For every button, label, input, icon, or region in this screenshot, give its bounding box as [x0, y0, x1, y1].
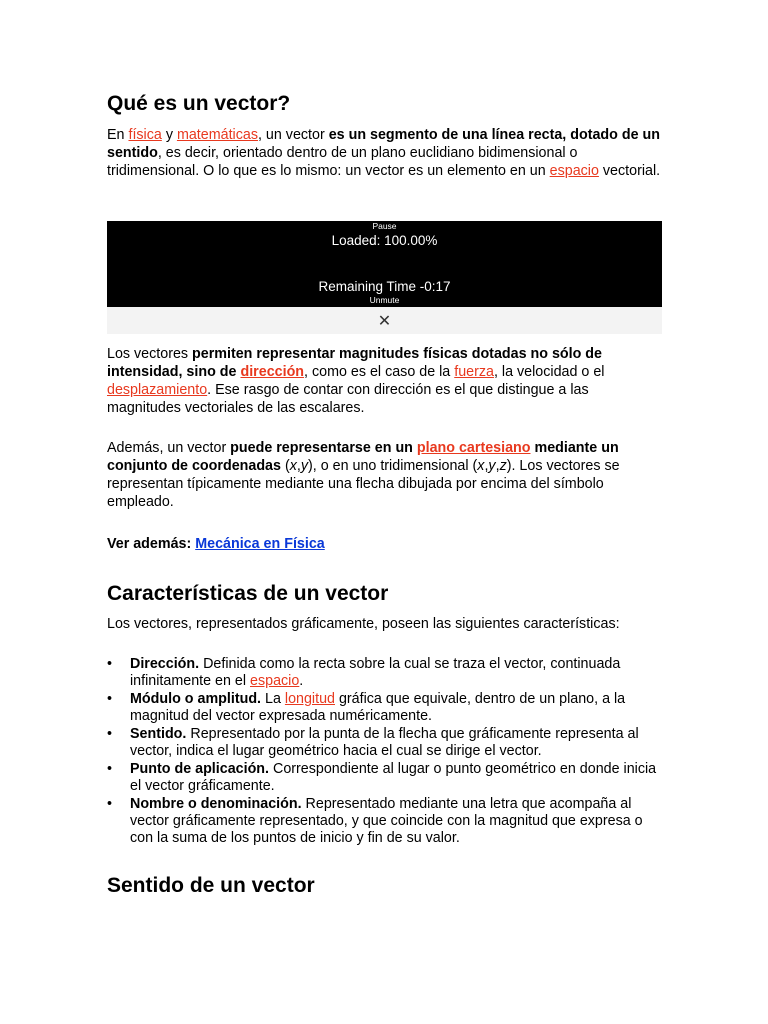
- text: En: [107, 127, 129, 143]
- item-text: La: [261, 691, 285, 707]
- heading-sentido: Sentido de un vector: [107, 874, 315, 897]
- bold-text: es un segmento de una línea recta, dotado de un sentido: [107, 127, 660, 161]
- item-text: Correspondiente al lugar o punto geométrico en donde inicia el vector gráficamente.: [130, 761, 657, 794]
- text: , la velocidad o el: [493, 364, 605, 380]
- text: Los vectores: [107, 346, 193, 362]
- video-close-bar: [107, 307, 662, 334]
- text: Además, un vector: [107, 440, 231, 456]
- see-also-label: Ver además:: [107, 536, 196, 552]
- bullet: •: [107, 691, 113, 707]
- item-text: Representado mediante una letra que acompaña al vector gráficamente representado, y que coincide con la magnitud que expresa o con la suma de los puntos de inicio y fin de su valor.: [130, 796, 643, 846]
- paragraph-magnitudes: [107, 345, 663, 417]
- link-longitud[interactable]: longitud: [284, 691, 335, 707]
- text: (: [280, 458, 290, 474]
- text: ). Los vectores se representan típicamente mediante una flecha dibujada por encima del símbolo empleado.: [107, 458, 620, 510]
- link-fisica[interactable]: física: [128, 127, 162, 143]
- item-text: Definida como la recta sobre la cual se traza el vector, continuada infinitamente en el: [130, 656, 621, 689]
- link-direccion[interactable]: dirección: [240, 364, 305, 380]
- item-text: Representado por la punta de la flecha que gráficamente representa al vector, indica el lugar geométrico hacia el cual se dirige el vector.: [130, 726, 639, 759]
- bullet: •: [107, 726, 113, 742]
- bold-text: permiten representar magnitudes físicas dotadas no sólo de intensidad, sino de: [107, 346, 602, 380]
- link-espacio[interactable]: espacio: [250, 673, 300, 689]
- text: vectorial.: [598, 163, 661, 179]
- paragraph-intro: [107, 126, 663, 180]
- text: ), o en uno tridimensional (: [308, 458, 478, 474]
- italic-var: z: [499, 458, 507, 474]
- text: ,: [495, 458, 500, 474]
- text: , es decir, orientado dentro de un plano euclidiano bidimensional o tridimensional. O lo que es lo mismo: un vector es un elemento en un: [107, 145, 578, 179]
- bullet: •: [107, 656, 113, 672]
- link-matematicas[interactable]: matemáticas: [176, 127, 258, 143]
- see-also: [107, 535, 663, 553]
- remaining-time: Remaining Time -0:17: [318, 279, 451, 294]
- list-item: [107, 761, 663, 795]
- list-item: [107, 726, 663, 760]
- paragraph-caracteristicas-intro: Los vectores, representados gráficamente, poseen las siguientes características:: [107, 616, 620, 632]
- item-title: Punto de aplicación.: [130, 761, 270, 777]
- text: , como es el caso de la: [304, 364, 455, 380]
- list-item: [107, 691, 663, 725]
- item-text: gráfica que equivale, dentro de un plano, a la magnitud del vector expresada numéricamente.: [130, 691, 626, 724]
- link-plano-cartesiano[interactable]: plano cartesiano: [416, 440, 531, 456]
- link-fuerza[interactable]: fuerza: [454, 364, 494, 380]
- italic-var: y: [488, 458, 496, 474]
- paragraph-cartesiano: [107, 439, 663, 511]
- loaded-status: Loaded: 100.00%: [331, 233, 438, 248]
- unmute-button[interactable]: Unmute: [369, 295, 400, 305]
- item-text: .: [299, 673, 304, 689]
- link-espacio[interactable]: espacio: [549, 163, 599, 179]
- italic-var: x: [477, 458, 485, 474]
- text: . Ese rasgo de contar con dirección es el que distingue a las magnitudes vectoriales de las escalares.: [107, 382, 589, 416]
- link-desplazamiento[interactable]: desplazamiento: [107, 382, 208, 398]
- item-title: Módulo o amplitud.: [130, 691, 262, 707]
- bold-text: puede representarse en un: [230, 440, 417, 456]
- text: ,: [484, 458, 489, 474]
- text: , un vector: [257, 127, 329, 143]
- bullet: •: [107, 761, 113, 777]
- pause-button[interactable]: Pause: [372, 221, 397, 231]
- italic-var: x: [289, 458, 297, 474]
- item-title: Dirección.: [130, 656, 200, 672]
- text: y: [161, 127, 177, 143]
- heading-caracteristicas: Características de un vector: [107, 582, 389, 605]
- list-item: [107, 796, 663, 847]
- heading-que-es-un-vector: Qué es un vector?: [107, 92, 291, 115]
- list-item: [107, 656, 663, 690]
- close-icon[interactable]: ✕: [377, 313, 392, 330]
- characteristics-list: [107, 656, 663, 848]
- bold-text: mediante un conjunto de coordenadas: [107, 440, 619, 474]
- item-title: Sentido.: [130, 726, 187, 742]
- video-player[interactable]: [107, 221, 662, 307]
- bullet: •: [107, 796, 113, 812]
- link-mecanica-en-fisica[interactable]: Mecánica en Física: [195, 536, 325, 552]
- text: ,: [296, 458, 301, 474]
- italic-var: y: [300, 458, 308, 474]
- item-title: Nombre o denominación.: [130, 796, 302, 812]
